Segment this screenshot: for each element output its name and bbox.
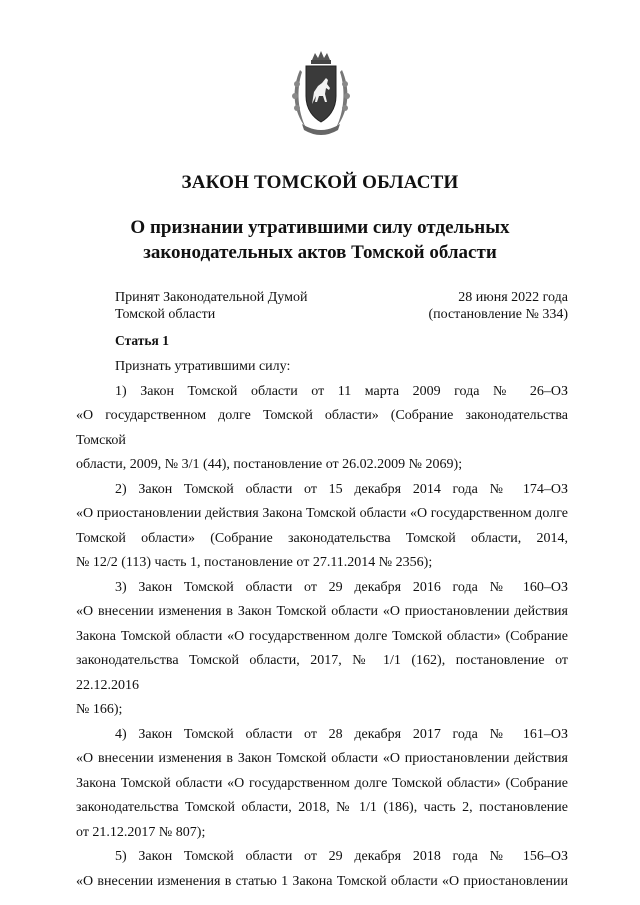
law-subtitle <box>0 215 640 265</box>
item-line: Закона Томской области «О государственном долге Томской области» (Собрание <box>76 775 568 791</box>
article-item <box>76 723 568 846</box>
item-line: 1) Закон Томской области от 11 марта 2009 года № 26–ОЗ <box>115 383 568 399</box>
article-intro: Признать утратившими силу: <box>115 359 291 374</box>
item-line: № 166); <box>76 702 123 717</box>
item-line: Томской области» (Собрание законодательства Томской области, 2014, <box>76 530 568 546</box>
article-body <box>76 355 568 894</box>
item-line: 5) Закон Томской области от 29 декабря 2018 года № 156–ОЗ <box>115 849 568 864</box>
resolution-number: (постановление № 334) <box>428 307 568 322</box>
item-line: «О приостановлении действия Закона Томской области «О государственном долге <box>76 506 568 521</box>
subtitle-line: законодательных актов Томской области <box>143 242 497 263</box>
adopting-body-line: Принят Законодательной Думой <box>115 290 308 305</box>
item-line: «О внесении изменения в статью 1 Закона Томской области «О приостановлении <box>76 873 568 889</box>
item-line: законодательства Томской области, 2017, № 1/1 (162), постановление от 22.12.2016 <box>76 653 568 693</box>
article-item <box>76 380 568 478</box>
item-line: области, 2009, № 3/1 (44), постановление от 26.02.2009 № 2069); <box>76 457 463 472</box>
adoption-date-block <box>428 289 568 323</box>
adopting-body-line: Томской области <box>115 307 216 322</box>
coat-of-arms-emblem <box>288 50 354 140</box>
article-item <box>76 478 568 576</box>
adopting-body <box>115 289 307 323</box>
item-line: «О внесении изменения в Закон Томской области «О приостановлении действия <box>76 751 568 766</box>
subtitle-line: О признании утратившими силу отдельных <box>130 217 510 238</box>
item-line: «О внесении изменения в Закон Томской области «О приостановлении действия <box>76 604 568 619</box>
article-heading: Статья 1 <box>115 333 169 348</box>
item-line: № 12/2 (113) часть 1, постановление от 27.11.2014 № 2356); <box>76 555 433 570</box>
article-item <box>76 845 568 894</box>
item-line: 4) Закон Томской области от 28 декабря 2017 года № 161–ОЗ <box>115 726 568 742</box>
item-line: «О государственном долге Томской области» (Собрание законодательства Томской <box>76 408 568 448</box>
item-line: 2) Закон Томской области от 15 декабря 2014 года № 174–ОЗ <box>115 481 568 497</box>
item-line: от 21.12.2017 № 807); <box>76 824 206 840</box>
adoption-date: 28 июня 2022 года <box>458 290 568 305</box>
law-title: ЗАКОН ТОМСКОЙ ОБЛАСТИ <box>181 172 459 193</box>
item-line: законодательства Томской области, 2018, № 1/1 (186), часть 2, постановление <box>76 800 568 815</box>
item-line: Закона Томской области «О государственном долге Томской области» (Собрание <box>76 628 568 644</box>
article-item <box>76 576 568 723</box>
item-line: 3) Закон Томской области от 29 декабря 2016 года № 160–ОЗ <box>115 579 568 595</box>
